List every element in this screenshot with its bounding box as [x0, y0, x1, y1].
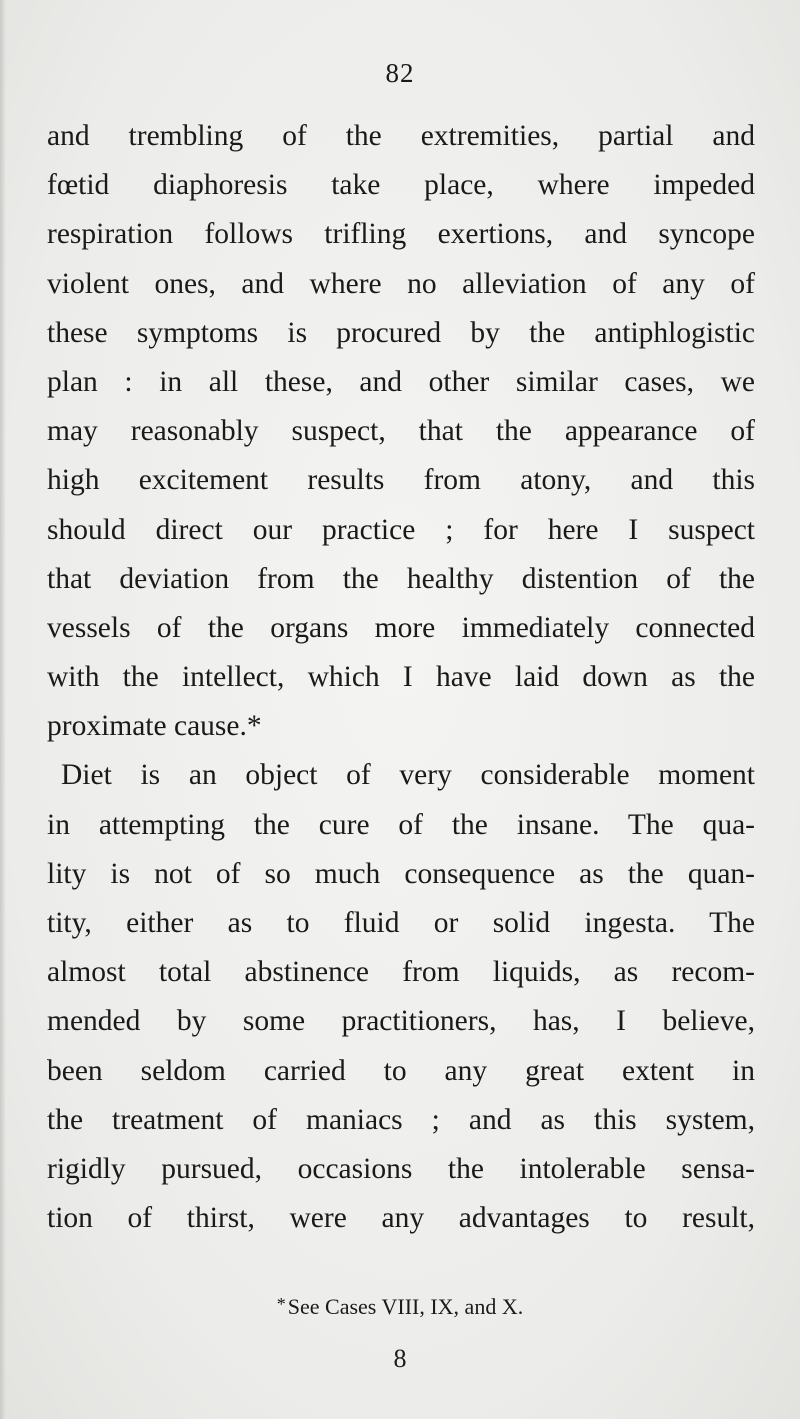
text-line: should direct our practice ; for here I suspect [47, 513, 755, 546]
text-line: respiration follows trifling exertions, and syncope [47, 218, 755, 251]
body-text [47, 112, 755, 1243]
text-line: in attempting the cure of the insane. The qua- [47, 808, 755, 841]
text-line: lity is not of so much consequence as the quan- [47, 857, 755, 890]
footnote-marker: * [276, 1294, 286, 1314]
text-line: tion of thirst, were any advantages to result, [47, 1202, 755, 1235]
text-line: been seldom carried to any great extent in [47, 1054, 755, 1087]
text-line: almost total abstinence from liquids, as recom- [47, 956, 755, 989]
text-line: mended by some practitioners, has, I believe, [47, 1005, 755, 1038]
text-line: that deviation from the healthy distention of the [47, 562, 755, 595]
footnote-text: See Cases VIII, IX, and X. [287, 1294, 524, 1319]
text-line: violent ones, and where no alleviation of any of [47, 267, 755, 300]
text-line: vessels of the organs more immediately connected [47, 611, 755, 644]
text-line-paragraph-start: Diet is an object of very considerable moment [61, 759, 755, 792]
text-line: with the intellect, which I have laid down as the [47, 661, 755, 694]
text-line: high excitement results from atony, and this [47, 464, 755, 497]
text-line: tity, either as to fluid or solid ingesta. The [47, 907, 755, 939]
text-line: and trembling of the extremities, partial and [47, 120, 755, 152]
text-line: plan : in all these, and other similar cases, we [47, 365, 755, 398]
page-number: 82 [385, 58, 415, 88]
text-line-paragraph-end: proximate cause.* [47, 710, 262, 743]
footnote [0, 1294, 800, 1320]
signature-mark: 8 [393, 1344, 407, 1373]
text-line: these symptoms is procured by the antiphlogistic [47, 316, 755, 349]
text-line: rigidly pursued, occasions the intolerable sensa- [47, 1152, 755, 1185]
text-line: the treatment of maniacs ; and as this system, [47, 1103, 755, 1136]
text-line: may reasonably suspect, that the appearance of [47, 415, 755, 448]
page-edge-shadow [0, 0, 6, 1419]
text-line: fœtid diaphoresis take place, where impeded [47, 169, 755, 202]
